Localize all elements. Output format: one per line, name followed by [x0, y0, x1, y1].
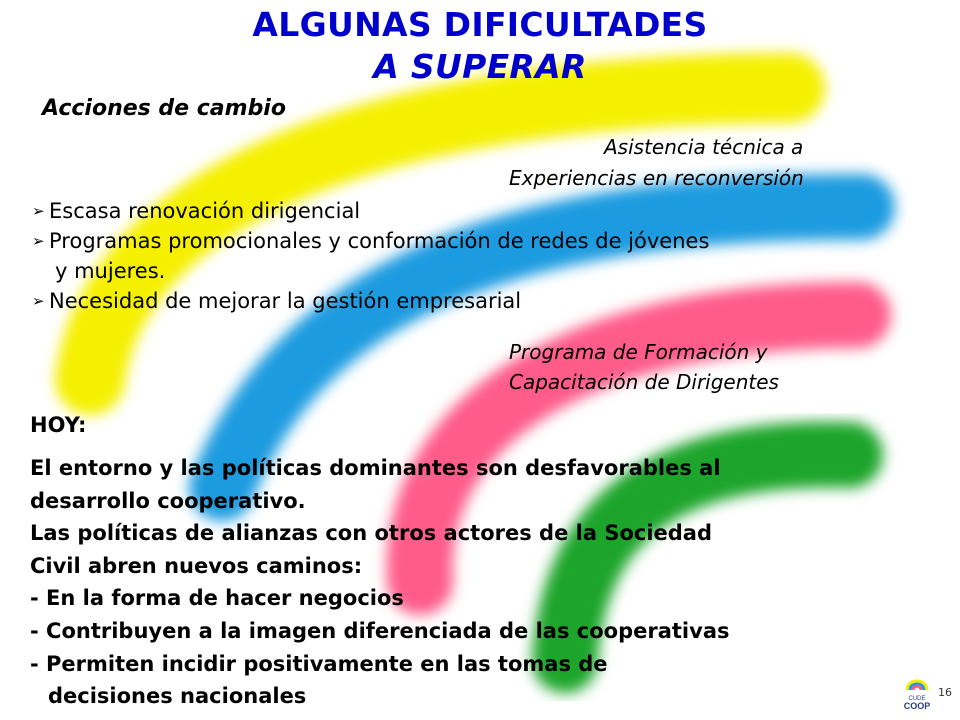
asistencia-note-line-1: Asistencia técnica a [604, 135, 804, 159]
title-line-2: A SUPERAR [373, 47, 587, 86]
programa-note-line-2: Capacitación de Dirigentes [509, 370, 779, 394]
bullet-item [32, 226, 709, 256]
arrow-bullet-icon: ➢ [32, 292, 45, 310]
cudecoop-logo-icon [897, 672, 937, 716]
arrow-bullet-icon: ➢ [32, 202, 45, 220]
bullet-list [32, 196, 709, 316]
hoy-paragraph [30, 452, 730, 713]
title-line-1: ALGUNAS DIFICULTADES [252, 5, 708, 44]
bullet-text: Programas promocionales y conformación de redes de jóvenes [49, 229, 710, 253]
hoy-line: - Permiten incidir positivamente en las tomas de [30, 651, 608, 676]
bullet-text: Escasa renovación dirigencial [49, 199, 361, 223]
page-number: 16 [938, 686, 952, 699]
subtitle: Acciones de cambio [42, 96, 286, 121]
programa-note-line-1: Programa de Formación y [509, 340, 768, 364]
logo-text-line-2: COOP [903, 701, 931, 711]
hoy-line: - En la forma de hacer negocios [30, 586, 404, 611]
hoy-line: Civil abren nuevos caminos: [30, 553, 363, 578]
bullet-text: Necesidad de mejorar la gestión empresarial [49, 289, 522, 313]
bullet-item [32, 196, 709, 226]
hoy-line: El entorno y las políticas dominantes son desfavorables al [30, 456, 721, 480]
hoy-label: HOY: [30, 413, 87, 437]
arrow-bullet-icon: ➢ [32, 232, 45, 250]
hoy-line: Las políticas de alianzas con otros actores de la Sociedad [30, 521, 712, 546]
hoy-line: desarrollo cooperativo. [30, 488, 306, 513]
asistencia-note-line-2: Experiencias en reconversión [509, 166, 804, 190]
logo-text-line-1: CUDE [908, 696, 926, 702]
bullet-continuation: y mujeres. [55, 259, 166, 283]
bullet-item [32, 286, 709, 316]
programa-note [509, 337, 779, 397]
hoy-line: - Contribuyen a la imagen diferenciada de las cooperativas [30, 618, 730, 643]
hoy-line: decisiones nacionales [48, 684, 307, 709]
